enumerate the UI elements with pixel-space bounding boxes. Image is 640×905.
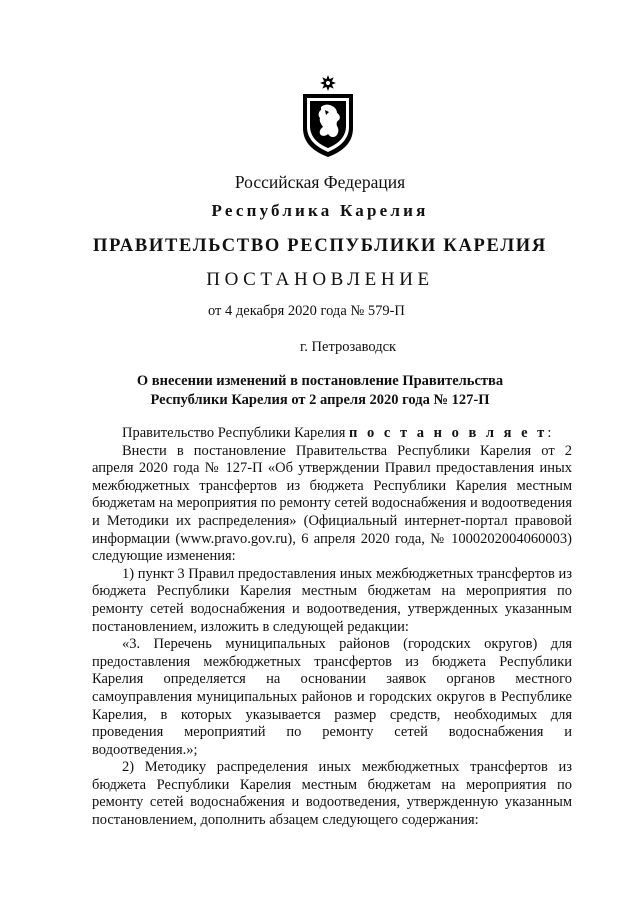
- republic-title: Республика Карелия: [211, 201, 429, 220]
- paragraph-2: 1) пункт 3 Правил предоставления иных межбюджетных трансфертов из бюджета Республики Карелия местным бюджетам на мероприятия по ремонту сетей водоснабжения и водоотведения, утвержденных указанным постановлением, изложить в следующей редакции:: [92, 565, 572, 635]
- paragraph-4: 2) Методику распределения иных межбюджетных трансфертов из бюджета Республики Карелия местным бюджетам на мероприятия по ремонту сетей водоснабжения и водоотведения, утвержденную указанным постановлением, дополнить абзацем следующего содержания:: [92, 759, 572, 829]
- federation-title: Российская Федерация: [234, 172, 406, 192]
- intro-colon: :: [547, 425, 552, 441]
- intro-text: Правительство Республики Карелия: [122, 425, 350, 441]
- paragraph-1: Внести в постановление Правительства Республики Карелия от 2 апреля 2020 года № 127-П «Об утверждении Правил предоставления иных межбюджетных трансфертов из бюджета Республики Карелия местным бюджетам на мероприятия по ремонту сетей водоснабжения и водоотведения и Методики их распределения» (Официальный интернет-портал правовой информации (www.pravo.gov.ru), 6 апреля 2020 года, № 1000202004060003) следующие изменения:: [92, 442, 572, 565]
- karelia-coat-of-arms-icon: [299, 74, 357, 158]
- document-type: ПОСТАНОВЛЕНИЕ: [206, 269, 434, 290]
- resolves-word: п о с т а н о в л я е т: [349, 425, 548, 441]
- paragraph-3: «3. Перечень муниципальных районов (городских округов) для предоставления межбюджетных трансфертов из бюджета Республики Карелия определяется на основании заявок органов местного самоуправления муниципальных районов и городских округов в Республике Карелия, в которых указывается размер средств, необходимых для проведения мероприятий по ремонту сетей водоснабжения и водоотведения.»;: [92, 636, 572, 758]
- subject-line-1: О внесении изменений в постановление Правительства: [136, 373, 504, 389]
- document-city: г. Петрозаводск: [300, 339, 397, 355]
- subject-line-2: Республики Карелия от 2 апреля 2020 года № 127-П: [150, 392, 490, 408]
- government-title: ПРАВИТЕЛЬСТВО РЕСПУБЛИКИ КАРЕЛИЯ: [93, 236, 547, 256]
- intro-paragraph: [92, 425, 572, 443]
- document-body: [92, 425, 572, 830]
- document-date-number: от 4 декабря 2020 года № 579-П: [208, 303, 405, 319]
